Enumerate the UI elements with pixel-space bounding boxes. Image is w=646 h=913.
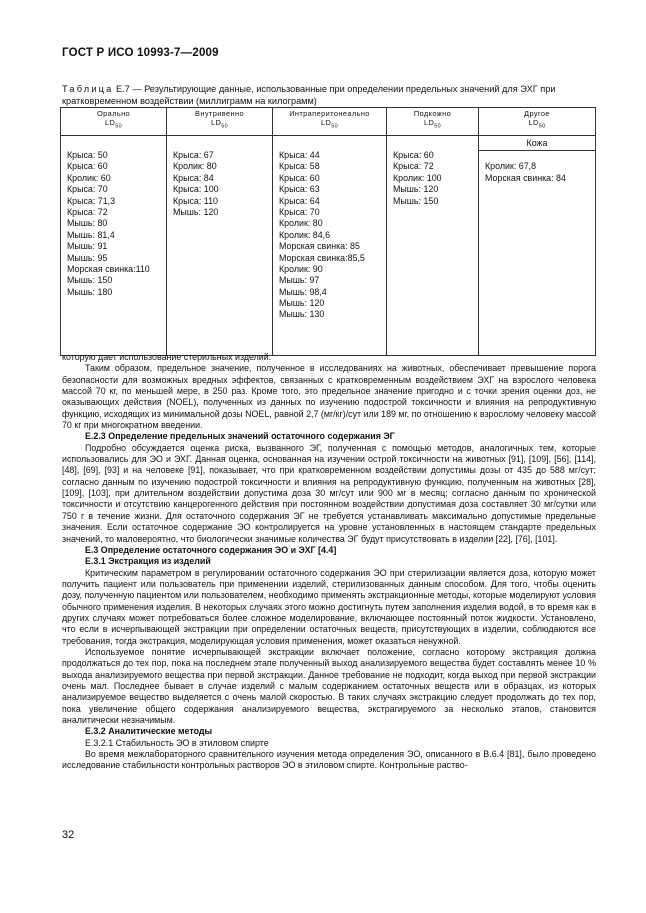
other-values-list <box>485 161 593 184</box>
table-cell-value: Крыса: 58 <box>279 161 320 172</box>
table-caption-text: Е.7 — Результирующие данные, использованные при определении предельных значений для ЭХГ при кратковременном воздействии (миллиграмм на килограмм) <box>62 84 556 106</box>
table-cell-value: Кролик: 84,6 <box>279 229 331 240</box>
table-cell-value: Кролик: 80 <box>173 161 217 172</box>
table-cell-value: Морская свинка: 84 <box>485 172 566 183</box>
table-cell-value: Мышь: 150 <box>67 275 113 286</box>
table-cell-value: Кролик: 90 <box>279 263 323 274</box>
col-intraperitoneal-cell <box>273 136 387 356</box>
table-cell-value: Крыса: 67 <box>173 150 214 160</box>
table-caption-word: Таблица <box>62 84 114 94</box>
table-cell-value: Крыса: 60 <box>67 161 108 172</box>
subsection-heading: Е.3.2 Аналитические методы <box>85 726 213 737</box>
table-cell-value: Мышь: 130 <box>279 309 325 320</box>
subsection-heading: Е.3.1 Экстракция из изделий <box>85 556 211 567</box>
table-cell-value: Крыса: 60 <box>393 150 434 160</box>
table-cell-value: Крыса: 72 <box>67 206 108 217</box>
table-header-row <box>61 108 596 136</box>
table-cell-value: Крыса: 44 <box>279 150 320 160</box>
paragraph: Таким образом, предельное значение, полученное в исследованиях на животных, обеспечивает превышение порога безопасности для возможных вредных эффектов, связанных с кратковременным воздействием ЭХГ на взрослого человека массой 70 кг, по меньшей мере, в 250 раз. Кроме того, это предельное значение пригодно и с точки зрения оценки доз, не оказывающих действия (NOEL), полученных из данных по изучению подострой токсичности и влияния на репродуктивную функцию, исходящих из минимальной дозы NOEL, равной 2,7 (мг/кг)/сут или 189 мг, по отношению к взрослому человеку массой 70 кг при многократном введении. <box>62 363 596 431</box>
table-cell-value: Морская свинка:110 <box>67 263 150 274</box>
col-oral-cell <box>61 136 167 356</box>
table-cell-value: Крыса: 100 <box>173 184 219 195</box>
sub-subsection-title: Е.3.2.1 Стабильность ЭО в этиловом спирте <box>85 737 269 748</box>
table-cell-value: Мышь: 180 <box>67 286 113 297</box>
table-cell-value: Крыса: 70 <box>279 206 320 217</box>
table-cell-value: Кролик: 60 <box>67 172 111 183</box>
paragraph: Критическим параметром в регулировании остаточного содержания ЭО при стерилизации является доза, которую может получить пациент или пользователь при применении изделий, стерилизованных данным способом. Для того, чтобы оценить дозу, полученную пациентом или пользователем, необходимо применять экстракционные методы, которые моделируют условия обычного применения изделия. В некоторых случаях этого можно достигнуть путем заполнения изделия водой, в то время как в других случаях может потребоваться более сложное моделирование, включающее постоянный поток жидкости. Установлено, что если в исчерпывающей экстракции при определении остаточных веществ, присутствующих в изделии, соблюдаются все требования, тогда экстракция, моделирующая условия применения, может оказаться ненужной. <box>62 567 596 646</box>
subcutaneous-values-list <box>393 136 476 207</box>
section-heading: Е.3 Определение остаточного содержания ЭО и ЭХГ [4.4] <box>85 544 337 555</box>
intravenous-values-list <box>173 136 270 218</box>
col-header-intravenous: Внутривенно $LD_{50}$ <box>167 108 273 136</box>
table-cell-value: Морская свинка: 85 <box>279 241 360 252</box>
table-cell-value: Крыса: 110 <box>173 195 218 206</box>
table-cell-value: Мышь: 98,4 <box>279 286 327 297</box>
skin-subheader: Кожа <box>479 136 595 151</box>
col-header-other: Другое $LD_{50}$ <box>479 108 596 136</box>
paragraph: Используемое понятие исчерпывающей экстракции включает положение, согласно которому экстракция должна продолжаться до тех пор, пока на последнем этапе полученный выход анализируемого вещества будет составлять менее 10 % выхода анализируемого вещества при первой экстракции. Данное требование не подходит, когда выход при первой экстракции очень мал. Последнее бывает в случае изделий с малым содержанием остаточных веществ или в образцах, из которых анализируемое вещество выделяется с очень малой скоростью. В таких случаях экстракцию следует продолжать до тех пор, пока увеличение общего содержания анализируемого вещества, экстрагируемого за несколько этапов, становится аналитически незначимым. <box>62 646 596 725</box>
table-cell-value: Мышь: 120 <box>173 206 219 217</box>
table-cell-value: Крыса: 71,3 <box>67 195 116 206</box>
col-header-oral: Орально $LD_{50}$ <box>61 108 167 136</box>
col-subcutaneous-cell <box>387 136 479 356</box>
table-cell-value: Мышь: 81,4 <box>67 229 115 240</box>
paragraph: Во время межлабораторного сравнительного изучения метода определения ЭО, описанного в В.6.4 [81], было проведено исследование стабильности контрольных растворов ЭО в этиловом спирте. Контрольные раство- <box>62 749 596 771</box>
table-cell-value: Мышь: 91 <box>67 241 108 252</box>
paragraph: которую дает использование стерильных изделий. <box>62 352 272 362</box>
table-cell-value: Мышь: 150 <box>393 195 439 206</box>
table-cell-value: Крыса: 70 <box>67 184 108 195</box>
table-data-row <box>61 136 596 356</box>
table-cell-value: Мышь: 80 <box>67 218 108 229</box>
body-text <box>62 352 596 772</box>
table-cell-value: Мышь: 97 <box>279 275 320 286</box>
table-cell-value: Крыса: 64 <box>279 195 320 206</box>
table-cell-value: Морская свинка:85,5 <box>279 252 365 263</box>
table-cell-value: Крыса: 50 <box>67 150 108 160</box>
table-caption <box>62 84 597 107</box>
table-cell-value: Крыса: 72 <box>393 161 434 172</box>
col-other-cell <box>479 136 596 356</box>
oral-values-list <box>67 136 164 298</box>
standard-header: ГОСТ Р ИСО 10993-7—2009 <box>62 47 219 59</box>
page-number: 32 <box>62 829 75 841</box>
intraperitoneal-values-list <box>279 136 384 321</box>
table-cell-value: Крыса: 63 <box>279 184 320 195</box>
table-cell-value: Кролик: 100 <box>393 172 442 183</box>
col-intravenous-cell <box>167 136 273 356</box>
table-cell-value: Крыса: 84 <box>173 172 214 183</box>
section-heading: Е.2.3 Определение предельных значений остаточного содержания ЭГ <box>85 431 395 442</box>
table-cell-value: Мышь: 95 <box>67 252 108 263</box>
col-header-subcutaneous: Подкожно $LD_{50}$ <box>387 108 479 136</box>
table-cell-value: Кролик: 67,8 <box>485 161 537 172</box>
col-header-intraperitoneal: Интраперитонеально $LD_{50}$ <box>273 108 387 136</box>
table-cell-value: Мышь: 120 <box>279 298 325 309</box>
ld50-table <box>60 107 596 356</box>
table-cell-value: Кролик: 80 <box>279 218 323 229</box>
table-cell-value: Мышь: 120 <box>393 184 439 195</box>
paragraph: Подробно обсуждается оценка риска, вызванного ЭГ, полученная с помощью методов, аналогичных тем, которые использовались для ЭО и ЭХГ. Данная оценка, основанная на изучении острой токсичности на животных [91], [109], [56], [114], [48], [69], [93] и на человеке [91], показывает, что при кратковременном воздействии допустимы дозы от 435 до 588 мг/сут; согласно данным по изучению подострой токсичности и влияния на репродуктивную функцию, полученным на животных [28], [109], [103], при длительном воздействии допустима доза 30 мг/сут или 900 мг в месяц; согласно данным по хронической токсичности и отсутствию канцерогенного действия при постоянном воздействии допустимая доза составляет 30 мг/сутки или 750 г в течение жизни. Для остаточного содержания ЭГ не требуется устанавливать максимально допустимые предельные значения. Если остаточное содержание ЭО контролируется на уровне установленных в настоящем стандарте предельных значений, то маловероятно, что биологически значимые количества ЭГ будут присутствовать в изделии [22], [76], [101]. <box>62 442 596 544</box>
table-cell-value: Крыса: 60 <box>279 172 320 183</box>
